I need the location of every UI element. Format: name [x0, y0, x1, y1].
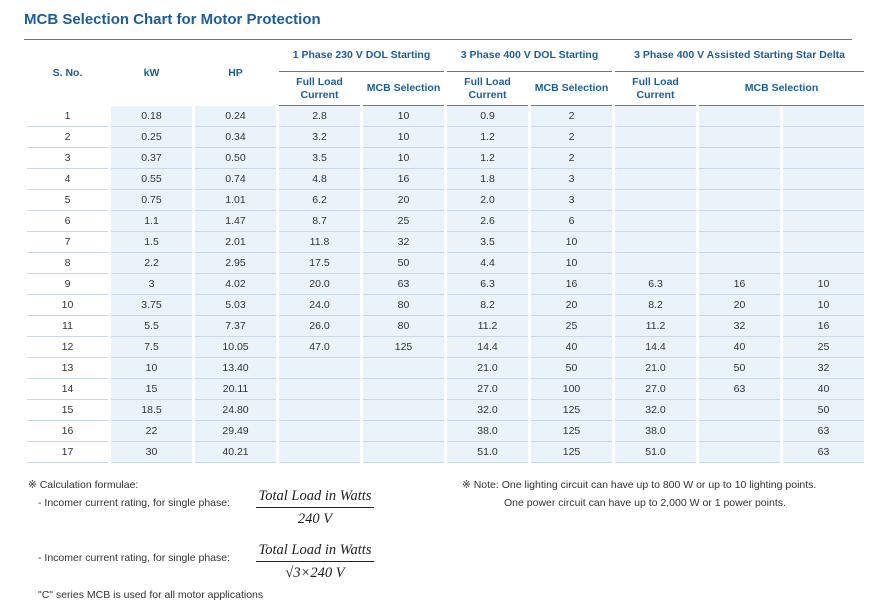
cell-fl-star-delta: 6.3 — [615, 274, 696, 295]
note-power-circuit: One power circuit can have up to 2,000 W or 1 power points. — [504, 497, 786, 509]
formula2 — [256, 542, 374, 582]
cell-kw: 15 — [111, 379, 192, 400]
table-row — [27, 295, 864, 316]
cell-mcb-star-delta-b — [783, 148, 864, 169]
cell-fl-3ph-dol: 21.0 — [447, 358, 528, 379]
table-row — [27, 127, 864, 148]
header-3-phase-400v-star-delta: 3 Phase 400 V Assisted Starting Star Delta — [615, 40, 864, 72]
cell-mcb-1ph: 10 — [363, 127, 444, 148]
cell-mcb-3ph-dol: 16 — [531, 274, 612, 295]
cell-fl-1ph: 20.0 — [279, 274, 360, 295]
cell-mcb-1ph: 80 — [363, 316, 444, 337]
cell-hp: 0.74 — [195, 169, 276, 190]
cell-mcb-1ph: 25 — [363, 211, 444, 232]
cell-kw: 0.55 — [111, 169, 192, 190]
cell-mcb-3ph-dol: 125 — [531, 442, 612, 463]
table-row — [27, 253, 864, 274]
cell-mcb-star-delta-a: 32 — [699, 316, 780, 337]
mcb-selection-table — [24, 40, 867, 463]
cell-kw: 0.75 — [111, 190, 192, 211]
header-sno: S. No. — [52, 66, 83, 79]
cell-hp: 1.01 — [195, 190, 276, 211]
cell-fl-3ph-dol: 11.2 — [447, 316, 528, 337]
cell-mcb-star-delta-a — [699, 190, 780, 211]
cell-kw: 18.5 — [111, 400, 192, 421]
cell-mcb-1ph: 80 — [363, 295, 444, 316]
cell-fl-star-delta: 32.0 — [615, 400, 696, 421]
cell-fl-1ph: 4.8 — [279, 169, 360, 190]
cell-hp: 10.05 — [195, 337, 276, 358]
formula2-denominator: √3×240 V — [285, 565, 345, 581]
cell-fl-1ph: 11.8 — [279, 232, 360, 253]
header-3-phase-400v-dol: 3 Phase 400 V DOL Starting — [447, 40, 612, 72]
cell-mcb-star-delta-b: 40 — [783, 379, 864, 400]
cell-mcb-star-delta-b — [783, 127, 864, 148]
cell-mcb-star-delta-a: 63 — [699, 379, 780, 400]
cell-mcb-star-delta-a — [699, 253, 780, 274]
cell-sno: 9 — [27, 274, 108, 295]
cell-mcb-1ph: 20 — [363, 190, 444, 211]
formula2-label: - Incomer current rating, for single phase: — [38, 552, 231, 564]
cell-mcb-star-delta-b — [783, 190, 864, 211]
cell-fl-star-delta: 27.0 — [615, 379, 696, 400]
cell-mcb-3ph-dol: 10 — [531, 232, 612, 253]
cell-mcb-star-delta-b: 25 — [783, 337, 864, 358]
cell-fl-1ph: 2.8 — [279, 106, 360, 127]
cell-hp: 29.49 — [195, 421, 276, 442]
cell-mcb-1ph: 125 — [363, 337, 444, 358]
cell-hp: 40.21 — [195, 442, 276, 463]
cell-sno: 13 — [27, 358, 108, 379]
cell-mcb-3ph-dol: 50 — [531, 358, 612, 379]
cell-fl-3ph-dol: 2.0 — [447, 190, 528, 211]
cell-sno: 6 — [27, 211, 108, 232]
cell-sno: 1 — [27, 106, 108, 127]
table-row — [27, 379, 864, 400]
cell-hp: 1.47 — [195, 211, 276, 232]
cell-mcb-star-delta-b: 10 — [783, 295, 864, 316]
cell-sno: 16 — [27, 421, 108, 442]
header-mcb-selection-2: MCB Selection — [531, 72, 612, 106]
cell-fl-star-delta: 38.0 — [615, 421, 696, 442]
calc-heading: ※ Calculation formulae: — [28, 479, 139, 491]
cell-mcb-3ph-dol: 10 — [531, 253, 612, 274]
cell-hp: 13.40 — [195, 358, 276, 379]
cell-mcb-star-delta-a — [699, 211, 780, 232]
cell-fl-3ph-dol: 32.0 — [447, 400, 528, 421]
table-row — [27, 232, 864, 253]
cell-fl-3ph-dol: 6.3 — [447, 274, 528, 295]
cell-fl-star-delta: 14.4 — [615, 337, 696, 358]
page-title: MCB Selection Chart for Motor Protection — [24, 11, 321, 28]
table-row — [27, 169, 864, 190]
formula1-numerator: Total Load in Watts — [256, 488, 374, 508]
cell-mcb-star-delta-b: 10 — [783, 274, 864, 295]
cell-mcb-star-delta-b: 63 — [783, 442, 864, 463]
cell-kw: 1.1 — [111, 211, 192, 232]
cell-kw: 1.5 — [111, 232, 192, 253]
cell-mcb-1ph: 32 — [363, 232, 444, 253]
table-row — [27, 274, 864, 295]
cell-mcb-star-delta-b: 16 — [783, 316, 864, 337]
cell-kw: 22 — [111, 421, 192, 442]
cell-mcb-3ph-dol: 40 — [531, 337, 612, 358]
cell-kw: 0.25 — [111, 127, 192, 148]
note-lighting-circuit: ※ Note: One lighting circuit can have up to 800 W or up to 10 lighting points. — [462, 479, 817, 491]
cell-mcb-star-delta-a — [699, 421, 780, 442]
cell-mcb-star-delta-b — [783, 106, 864, 127]
cell-fl-star-delta: 11.2 — [615, 316, 696, 337]
cell-fl-star-delta: 21.0 — [615, 358, 696, 379]
cell-fl-3ph-dol: 3.5 — [447, 232, 528, 253]
cell-hp: 0.24 — [195, 106, 276, 127]
cell-mcb-star-delta-a — [699, 400, 780, 421]
cell-fl-1ph: 8.7 — [279, 211, 360, 232]
formula1-label: - Incomer current rating, for single phase: — [38, 497, 231, 509]
table-row — [27, 106, 864, 127]
cell-fl-1ph — [279, 379, 360, 400]
cell-fl-1ph: 3.2 — [279, 127, 360, 148]
cell-fl-3ph-dol: 38.0 — [447, 421, 528, 442]
cell-fl-1ph: 3.5 — [279, 148, 360, 169]
cell-mcb-1ph: 63 — [363, 274, 444, 295]
cell-fl-star-delta — [615, 211, 696, 232]
table-row — [27, 358, 864, 379]
header-kw: kW — [143, 66, 160, 79]
header-1-phase-230v-dol: 1 Phase 230 V DOL Starting — [279, 40, 444, 72]
table-row — [27, 190, 864, 211]
cell-mcb-star-delta-b: 32 — [783, 358, 864, 379]
cell-sno: 11 — [27, 316, 108, 337]
cell-fl-1ph — [279, 421, 360, 442]
cell-mcb-star-delta-a: 50 — [699, 358, 780, 379]
formula1-denominator: 240 V — [297, 511, 333, 527]
cell-hp: 0.50 — [195, 148, 276, 169]
cell-fl-3ph-dol: 2.6 — [447, 211, 528, 232]
cell-mcb-star-delta-b: 63 — [783, 421, 864, 442]
cell-mcb-1ph — [363, 358, 444, 379]
cell-kw: 5.5 — [111, 316, 192, 337]
cell-fl-3ph-dol: 4.4 — [447, 253, 528, 274]
cell-kw: 7.5 — [111, 337, 192, 358]
cell-sno: 17 — [27, 442, 108, 463]
cell-mcb-star-delta-a — [699, 442, 780, 463]
cell-mcb-star-delta-a — [699, 106, 780, 127]
cell-mcb-3ph-dol: 2 — [531, 148, 612, 169]
cell-fl-star-delta — [615, 127, 696, 148]
cell-fl-3ph-dol: 27.0 — [447, 379, 528, 400]
cell-mcb-3ph-dol: 100 — [531, 379, 612, 400]
cell-mcb-star-delta-b: 50 — [783, 400, 864, 421]
cell-fl-3ph-dol: 1.2 — [447, 148, 528, 169]
cell-fl-star-delta — [615, 190, 696, 211]
cell-fl-3ph-dol: 1.8 — [447, 169, 528, 190]
cell-kw: 0.37 — [111, 148, 192, 169]
cell-mcb-star-delta-a — [699, 169, 780, 190]
cell-fl-1ph — [279, 442, 360, 463]
cell-hp: 2.95 — [195, 253, 276, 274]
cell-hp: 0.34 — [195, 127, 276, 148]
cell-mcb-1ph — [363, 400, 444, 421]
cell-fl-3ph-dol: 0.9 — [447, 106, 528, 127]
cell-mcb-3ph-dol: 25 — [531, 316, 612, 337]
cell-mcb-star-delta-b — [783, 211, 864, 232]
table-row — [27, 148, 864, 169]
cell-mcb-star-delta-a: 40 — [699, 337, 780, 358]
cell-kw: 3 — [111, 274, 192, 295]
cell-mcb-1ph: 50 — [363, 253, 444, 274]
cell-mcb-1ph — [363, 442, 444, 463]
cell-sno: 3 — [27, 148, 108, 169]
cell-sno: 7 — [27, 232, 108, 253]
cell-hp: 4.02 — [195, 274, 276, 295]
table-body — [27, 106, 864, 463]
cell-fl-3ph-dol: 51.0 — [447, 442, 528, 463]
formula1 — [256, 488, 374, 528]
table-row — [27, 337, 864, 358]
cell-mcb-3ph-dol: 20 — [531, 295, 612, 316]
header-mcb-selection-3: MCB Selection — [699, 72, 864, 106]
cell-mcb-star-delta-a — [699, 127, 780, 148]
cell-fl-star-delta — [615, 169, 696, 190]
cell-hp: 5.03 — [195, 295, 276, 316]
header-full-load-current-2: Full Load Current — [447, 72, 528, 106]
table-row — [27, 211, 864, 232]
table-row — [27, 442, 864, 463]
cell-mcb-3ph-dol: 125 — [531, 400, 612, 421]
cell-mcb-1ph: 16 — [363, 169, 444, 190]
cell-mcb-3ph-dol: 125 — [531, 421, 612, 442]
header-mcb-selection-1: MCB Selection — [363, 72, 444, 106]
cell-mcb-3ph-dol: 6 — [531, 211, 612, 232]
cell-mcb-star-delta-a: 16 — [699, 274, 780, 295]
cell-kw: 10 — [111, 358, 192, 379]
cell-fl-star-delta — [615, 253, 696, 274]
formula2-numerator: Total Load in Watts — [256, 542, 374, 562]
header-full-load-current-1: Full Load Current — [279, 72, 360, 106]
cell-mcb-3ph-dol: 2 — [531, 106, 612, 127]
cell-hp: 20.11 — [195, 379, 276, 400]
cell-mcb-star-delta-b — [783, 253, 864, 274]
cell-mcb-3ph-dol: 3 — [531, 169, 612, 190]
cell-fl-star-delta: 8.2 — [615, 295, 696, 316]
cell-fl-1ph: 47.0 — [279, 337, 360, 358]
cell-mcb-1ph — [363, 421, 444, 442]
cell-mcb-star-delta-a: 20 — [699, 295, 780, 316]
cell-sno: 5 — [27, 190, 108, 211]
header-hp: HP — [228, 66, 243, 79]
cell-mcb-3ph-dol: 3 — [531, 190, 612, 211]
cell-sno: 4 — [27, 169, 108, 190]
cell-kw: 2.2 — [111, 253, 192, 274]
cell-fl-star-delta — [615, 106, 696, 127]
table-row — [27, 421, 864, 442]
cell-fl-1ph — [279, 400, 360, 421]
cell-mcb-1ph: 10 — [363, 106, 444, 127]
cell-mcb-1ph — [363, 379, 444, 400]
cell-fl-star-delta — [615, 232, 696, 253]
cell-sno: 14 — [27, 379, 108, 400]
cell-mcb-3ph-dol: 2 — [531, 127, 612, 148]
cell-fl-1ph: 6.2 — [279, 190, 360, 211]
cell-hp: 7.37 — [195, 316, 276, 337]
cell-mcb-star-delta-b — [783, 169, 864, 190]
cell-sno: 8 — [27, 253, 108, 274]
cell-hp: 24.80 — [195, 400, 276, 421]
cell-fl-3ph-dol: 1.2 — [447, 127, 528, 148]
cell-fl-3ph-dol: 14.4 — [447, 337, 528, 358]
cell-fl-1ph: 24.0 — [279, 295, 360, 316]
cell-sno: 2 — [27, 127, 108, 148]
cell-mcb-star-delta-a — [699, 148, 780, 169]
cell-fl-star-delta: 51.0 — [615, 442, 696, 463]
cell-kw: 3.75 — [111, 295, 192, 316]
cell-kw: 30 — [111, 442, 192, 463]
cell-sno: 10 — [27, 295, 108, 316]
cell-kw: 0.18 — [111, 106, 192, 127]
cell-mcb-1ph: 10 — [363, 148, 444, 169]
cell-mcb-star-delta-a — [699, 232, 780, 253]
header-full-load-current-3: Full Load Current — [615, 72, 696, 106]
cell-sno: 15 — [27, 400, 108, 421]
cell-fl-1ph — [279, 358, 360, 379]
cell-fl-1ph: 17.5 — [279, 253, 360, 274]
cell-sno: 12 — [27, 337, 108, 358]
cell-mcb-star-delta-b — [783, 232, 864, 253]
table-row — [27, 316, 864, 337]
cell-fl-star-delta — [615, 148, 696, 169]
c-series-note: "C" series MCB is used for all motor applications — [38, 589, 264, 601]
table-row — [27, 400, 864, 421]
cell-fl-1ph: 26.0 — [279, 316, 360, 337]
cell-hp: 2.01 — [195, 232, 276, 253]
cell-fl-3ph-dol: 8.2 — [447, 295, 528, 316]
